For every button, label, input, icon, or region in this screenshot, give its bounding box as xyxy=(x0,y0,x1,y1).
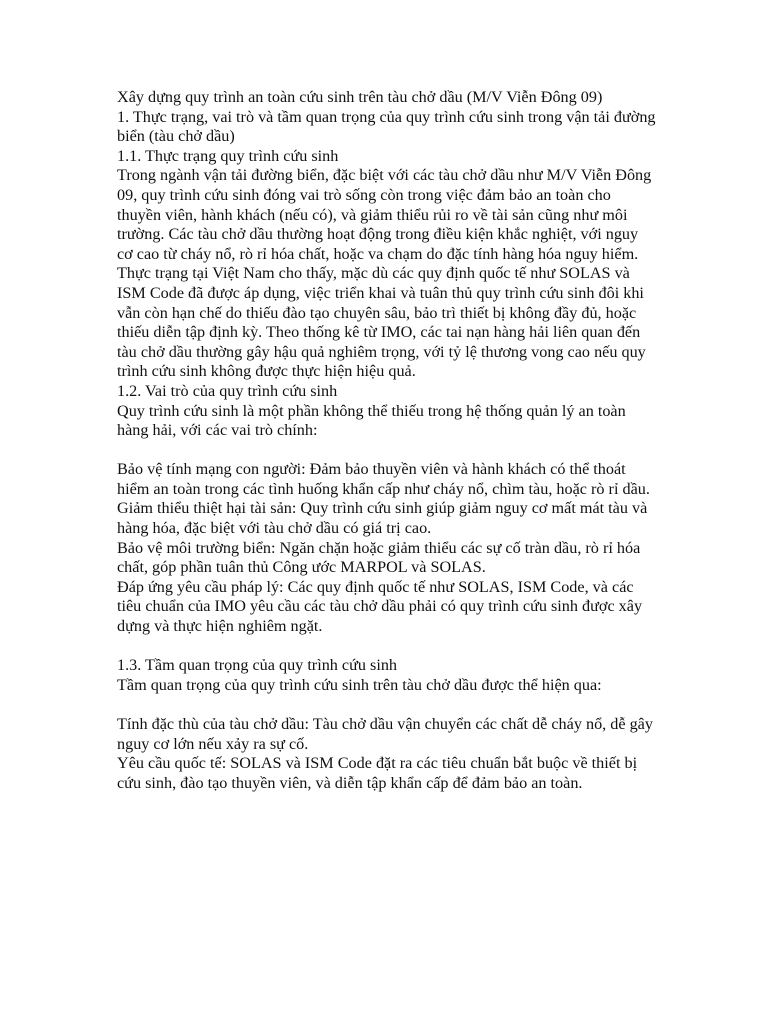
section-1-heading: 1. Thực trạng, vai trò và tầm quan trọng của quy trình cứu sinh trong vận tải đường biển (tàu chở dầu) xyxy=(117,107,660,146)
role-item: Giảm thiểu thiệt hại tài sản: Quy trình cứu sinh giúp giảm nguy cơ mất mát tàu và hàng hóa, đặc biệt với tàu chở dầu có giá trị cao. xyxy=(117,499,652,538)
blank-line xyxy=(117,637,657,657)
section-1-2-intro: Quy trình cứu sinh là một phần không thể thiếu trong hệ thống quản lý an toàn hàng hải, với các vai trò chính: xyxy=(117,401,630,440)
document-page xyxy=(117,88,660,793)
blank-line xyxy=(117,695,657,715)
importance-item: Tính đặc thù của tàu chở dầu: Tàu chở dầu vận chuyển các chất dễ cháy nổ, dễ gây nguy cơ lớn nếu xảy ra sự cố. xyxy=(117,715,657,753)
section-1-1-heading: 1.1. Thực trạng quy trình cứu sinh xyxy=(117,146,339,165)
role-item: Đáp ứng yêu cầu pháp lý: Các quy định quốc tế như SOLAS, ISM Code, và các tiêu chuẩn của IMO yêu cầu các tàu chở dầu phải có quy trình cứu sinh được xây dựng và thực hiện nghiêm ngặt. xyxy=(117,577,647,636)
importance-item: Yêu cầu quốc tế: SOLAS và ISM Code đặt ra các tiêu chuẩn bắt buộc về thiết bị cứu sinh, đào tạo thuyền viên, và diễn tập khẩn cấp để đảm bảo an toàn. xyxy=(117,754,642,792)
role-item: Bảo vệ tính mạng con người: Đảm bảo thuyền viên và hành khách có thể thoát hiểm an toàn trong các tình huống khẩn cấp như cháy nổ, chìm tàu, hoặc rò rỉ dầu. xyxy=(117,460,650,498)
blank-line xyxy=(117,441,657,461)
section-1-3-intro: Tầm quan trọng của quy trình cứu sinh trên tàu chở dầu được thể hiện qua: xyxy=(117,675,602,694)
section-1-3-heading: 1.3. Tầm quan trọng của quy trình cứu sinh xyxy=(117,656,398,675)
section-1-2-heading: 1.2. Vai trò của quy trình cứu sinh xyxy=(117,381,338,400)
role-item: Bảo vệ môi trường biển: Ngăn chặn hoặc giảm thiểu các sự cố tràn dầu, rò rỉ hóa chất, góp phần tuân thủ Công ước MARPOL và SOLAS. xyxy=(117,538,645,577)
document-title: Xây dựng quy trình an toàn cứu sinh trên tàu chở dầu (M/V Viễn Đông 09) xyxy=(117,88,603,106)
section-1-1-paragraph: Trong ngành vận tải đường biển, đặc biệt với các tàu chở dầu như M/V Viễn Đông 09, quy trình cứu sinh đóng vai trò sống còn trong việc đảm bảo an toàn cho thuyền viên, hành khách (nếu có), và giảm thiểu rủi ro về tài sản cũng như môi trường. Các tàu chở dầu thường hoạt động trong điều kiện khắc nghiệt, với nguy cơ cao từ cháy nổ, rò rỉ hóa chất, hoặc va chạm do đặc tính hàng hóa nguy hiểm. Thực trạng tại Việt Nam cho thấy, mặc dù các quy định quốc tế như SOLAS và ISM Code đã được áp dụng, việc triển khai và tuân thủ quy trình cứu sinh đôi khi vẫn còn hạn chế do thiếu đào tạo chuyên sâu, bảo trì thiết bị không đầy đủ, hoặc thiếu diễn tập định kỳ. Theo thống kê từ IMO, các tai nạn hàng hải liên quan đến tàu chở dầu thường gây hậu quả nghiêm trọng, với tỷ lệ thương vong cao nếu quy trình cứu sinh không được thực hiện hiệu quả. xyxy=(117,166,656,381)
